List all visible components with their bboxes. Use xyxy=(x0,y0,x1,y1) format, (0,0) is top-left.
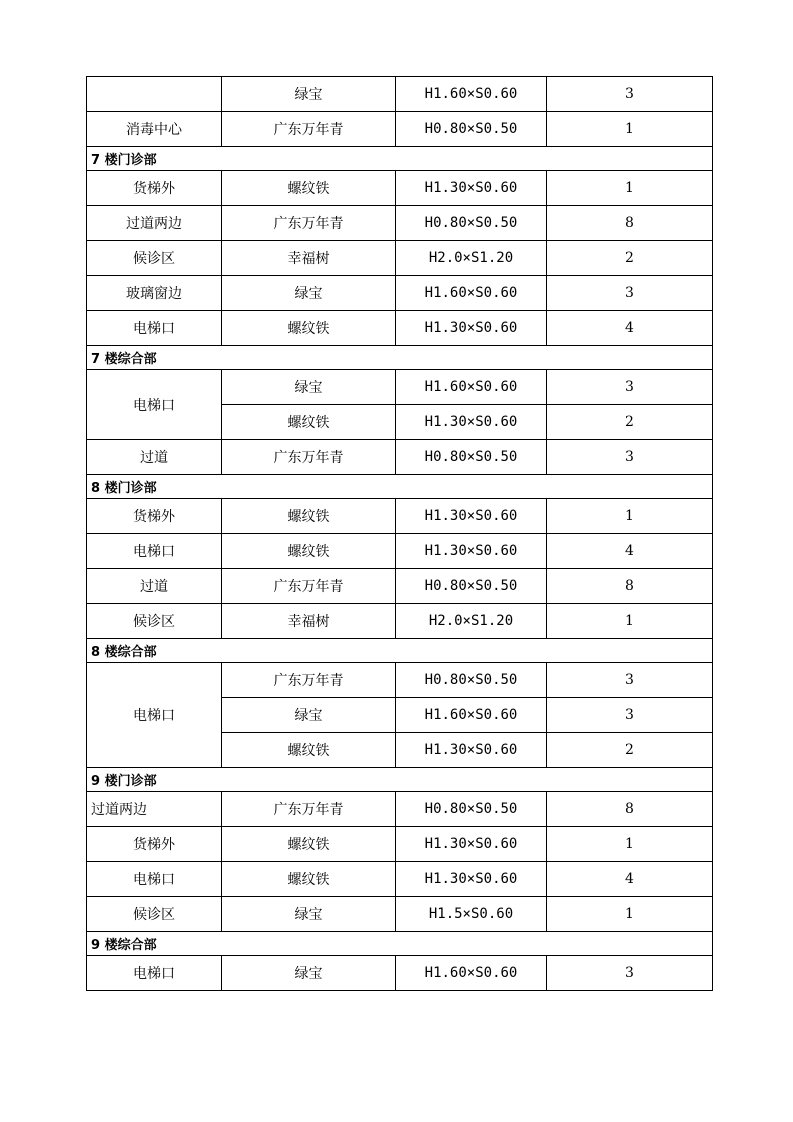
plant-cell: 螺纹铁 xyxy=(222,534,396,569)
table-row xyxy=(87,663,713,698)
location-cell: 过道两边 xyxy=(87,792,222,827)
table-row xyxy=(87,171,713,206)
section-header-row xyxy=(87,346,713,370)
spec-cell: H1.30×S0.60 xyxy=(396,405,547,440)
table-body xyxy=(87,77,713,991)
table-row xyxy=(87,569,713,604)
spec-cell: H1.60×S0.60 xyxy=(396,77,547,112)
table-row xyxy=(87,241,713,276)
spec-cell: H1.30×S0.60 xyxy=(396,827,547,862)
quantity-cell: 8 xyxy=(547,792,713,827)
section-header-row xyxy=(87,639,713,663)
location-cell: 候诊区 xyxy=(87,241,222,276)
spec-cell: H1.30×S0.60 xyxy=(396,311,547,346)
quantity-cell: 1 xyxy=(547,604,713,639)
table-row xyxy=(87,604,713,639)
table-row xyxy=(87,276,713,311)
location-cell: 玻璃窗边 xyxy=(87,276,222,311)
spec-cell: H1.60×S0.60 xyxy=(396,276,547,311)
quantity-cell: 8 xyxy=(547,569,713,604)
section-title: 9 楼综合部 xyxy=(87,932,713,956)
plant-cell: 螺纹铁 xyxy=(222,311,396,346)
section-title: 8 楼门诊部 xyxy=(87,475,713,499)
quantity-cell: 2 xyxy=(547,733,713,768)
location-cell: 过道 xyxy=(87,440,222,475)
location-cell: 电梯口 xyxy=(87,311,222,346)
plant-cell: 广东万年青 xyxy=(222,569,396,604)
plant-cell: 广东万年青 xyxy=(222,112,396,147)
section-title: 9 楼门诊部 xyxy=(87,768,713,792)
plant-cell: 绿宝 xyxy=(222,897,396,932)
plant-cell: 螺纹铁 xyxy=(222,499,396,534)
plant-cell: 广东万年青 xyxy=(222,792,396,827)
plant-cell: 幸福树 xyxy=(222,241,396,276)
plant-cell: 螺纹铁 xyxy=(222,862,396,897)
location-cell: 货梯外 xyxy=(87,171,222,206)
plant-cell: 螺纹铁 xyxy=(222,405,396,440)
table-row xyxy=(87,534,713,569)
quantity-cell: 3 xyxy=(547,370,713,405)
quantity-cell: 4 xyxy=(547,311,713,346)
table-row xyxy=(87,311,713,346)
spec-cell: H1.30×S0.60 xyxy=(396,733,547,768)
plant-cell: 绿宝 xyxy=(222,370,396,405)
table-row xyxy=(87,206,713,241)
quantity-cell: 3 xyxy=(547,956,713,991)
spec-cell: H1.30×S0.60 xyxy=(396,499,547,534)
plant-cell: 螺纹铁 xyxy=(222,733,396,768)
quantity-cell: 2 xyxy=(547,241,713,276)
location-cell: 电梯口 xyxy=(87,956,222,991)
table-row xyxy=(87,77,713,112)
table-row xyxy=(87,862,713,897)
section-title: 7 楼门诊部 xyxy=(87,147,713,171)
section-header-row xyxy=(87,147,713,171)
spec-cell: H1.30×S0.60 xyxy=(396,534,547,569)
plant-cell: 螺纹铁 xyxy=(222,827,396,862)
plant-cell: 广东万年青 xyxy=(222,440,396,475)
location-cell: 候诊区 xyxy=(87,897,222,932)
plant-cell: 幸福树 xyxy=(222,604,396,639)
section-header-row xyxy=(87,932,713,956)
plant-cell: 广东万年青 xyxy=(222,206,396,241)
table-row xyxy=(87,827,713,862)
quantity-cell: 1 xyxy=(547,112,713,147)
plant-cell: 绿宝 xyxy=(222,698,396,733)
quantity-cell: 3 xyxy=(547,276,713,311)
quantity-cell: 8 xyxy=(547,206,713,241)
plant-cell: 绿宝 xyxy=(222,276,396,311)
location-cell: 货梯外 xyxy=(87,827,222,862)
spec-cell: H1.60×S0.60 xyxy=(396,698,547,733)
table-row xyxy=(87,370,713,405)
quantity-cell: 3 xyxy=(547,440,713,475)
location-cell: 电梯口 xyxy=(87,663,222,768)
location-cell: 过道两边 xyxy=(87,206,222,241)
quantity-cell: 4 xyxy=(547,534,713,569)
spec-cell: H2.0×S1.20 xyxy=(396,241,547,276)
location-cell: 电梯口 xyxy=(87,534,222,569)
table-row xyxy=(87,956,713,991)
plant-cell: 广东万年青 xyxy=(222,663,396,698)
table-row xyxy=(87,792,713,827)
section-title: 7 楼综合部 xyxy=(87,346,713,370)
section-title: 8 楼综合部 xyxy=(87,639,713,663)
spec-cell: H2.0×S1.20 xyxy=(396,604,547,639)
quantity-cell: 1 xyxy=(547,171,713,206)
spec-cell: H1.60×S0.60 xyxy=(396,370,547,405)
table-row xyxy=(87,112,713,147)
location-cell: 电梯口 xyxy=(87,370,222,440)
spec-cell: H0.80×S0.50 xyxy=(396,206,547,241)
spec-cell: H0.80×S0.50 xyxy=(396,440,547,475)
section-header-row xyxy=(87,475,713,499)
spec-cell: H0.80×S0.50 xyxy=(396,112,547,147)
spec-cell: H1.60×S0.60 xyxy=(396,956,547,991)
quantity-cell: 3 xyxy=(547,77,713,112)
table-row xyxy=(87,499,713,534)
table-row xyxy=(87,440,713,475)
spec-cell: H1.30×S0.60 xyxy=(396,862,547,897)
plant-placement-table xyxy=(86,76,713,991)
quantity-cell: 4 xyxy=(547,862,713,897)
spec-cell: H0.80×S0.50 xyxy=(396,792,547,827)
quantity-cell: 1 xyxy=(547,897,713,932)
quantity-cell: 1 xyxy=(547,499,713,534)
section-header-row xyxy=(87,768,713,792)
spec-cell: H0.80×S0.50 xyxy=(396,663,547,698)
location-cell: 消毒中心 xyxy=(87,112,222,147)
spec-cell: H1.5×S0.60 xyxy=(396,897,547,932)
quantity-cell: 3 xyxy=(547,663,713,698)
location-cell: 候诊区 xyxy=(87,604,222,639)
quantity-cell: 1 xyxy=(547,827,713,862)
location-cell: 过道 xyxy=(87,569,222,604)
spec-cell: H0.80×S0.50 xyxy=(396,569,547,604)
plant-cell: 绿宝 xyxy=(222,956,396,991)
location-cell: 货梯外 xyxy=(87,499,222,534)
spec-cell: H1.30×S0.60 xyxy=(396,171,547,206)
quantity-cell: 2 xyxy=(547,405,713,440)
table-row xyxy=(87,897,713,932)
quantity-cell: 3 xyxy=(547,698,713,733)
location-cell: 电梯口 xyxy=(87,862,222,897)
location-cell xyxy=(87,77,222,112)
plant-cell: 绿宝 xyxy=(222,77,396,112)
plant-cell: 螺纹铁 xyxy=(222,171,396,206)
